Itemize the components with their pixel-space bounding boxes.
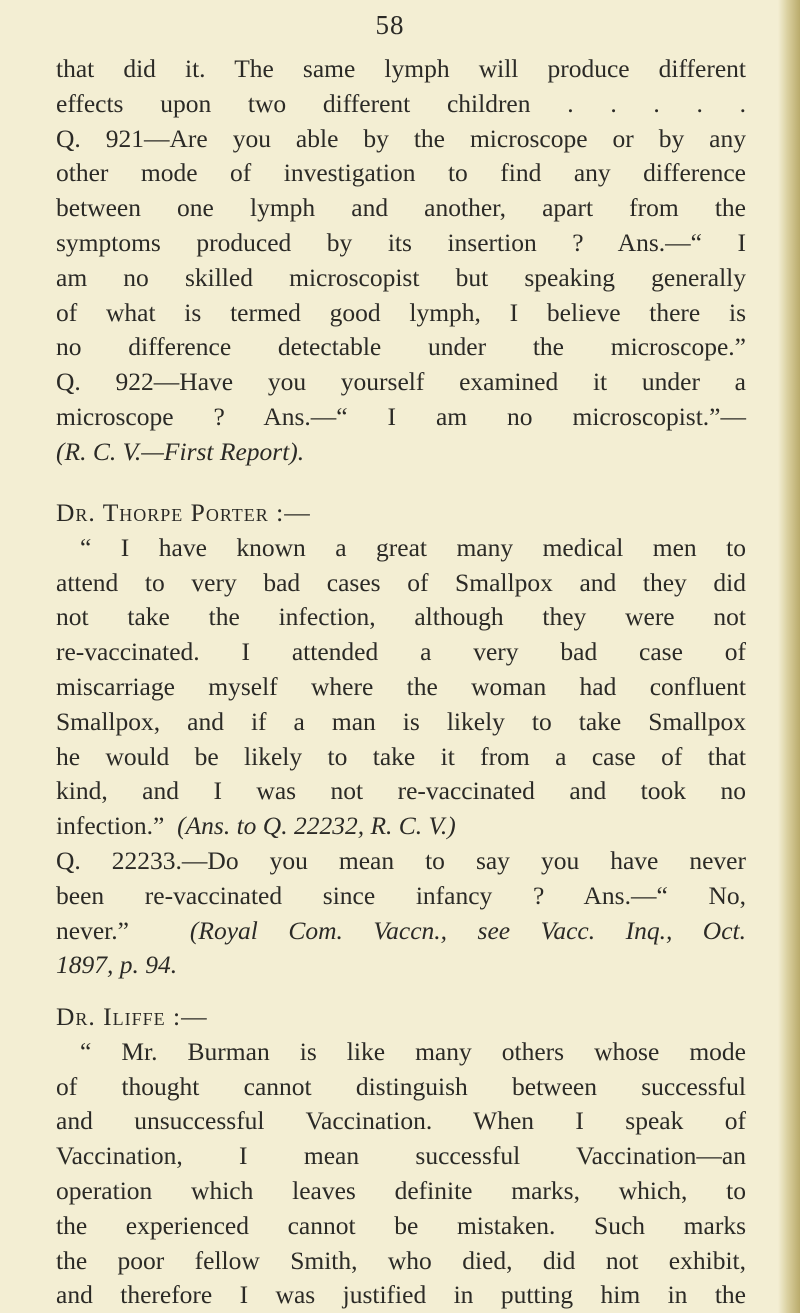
text-line — [56, 809, 746, 844]
text-line: of thought cannot distinguish between successful — [56, 1071, 746, 1101]
text-line: and therefore I was justified in putting him in the — [56, 1280, 746, 1310]
citation: 1897, p. 94. — [56, 950, 178, 980]
text-line: “ Mr. Burman is like many others whose mode — [80, 1036, 746, 1066]
text-line: Smallpox, and if a man is likely to take Smallpox — [56, 706, 746, 736]
text-line: microscope ? Ans.—“ I am no microscopist.”— — [56, 401, 746, 431]
text-line: miscarriage myself where the woman had confluent — [56, 671, 746, 701]
text-line: kind, and I was not re-vaccinated and took no — [56, 776, 746, 806]
text-line: am no skilled microscopist but speaking generally — [56, 262, 746, 292]
text-line: re-vaccinated. I attended a very bad case of — [56, 637, 746, 667]
text-line: the experienced cannot be mistaken. Such marks — [56, 1210, 746, 1240]
text-line: Q. 921—Are you able by the microscope or by any — [56, 123, 746, 153]
text-line: the poor fellow Smith, who died, did not exhibit, — [56, 1245, 746, 1275]
text-line: no difference detectable under the microscope.” — [56, 332, 746, 362]
page-edge-shadow — [778, 0, 800, 1313]
text-line: been re-vaccinated since infancy ? Ans.—“ No, — [56, 880, 746, 910]
text-line: between one lymph and another, apart from the — [56, 193, 746, 223]
text-line: of what is termed good lymph, I believe there is — [56, 297, 746, 327]
citation: (Ans. to Q. 22232, R. C. V.) — [177, 811, 456, 841]
text-line: operation which leaves definite marks, which, to — [56, 1175, 746, 1205]
text-line: “ I have known a great many medical men to — [80, 532, 746, 562]
text-line: effects upon two different children . . . . . — [56, 88, 746, 118]
citation-line — [56, 948, 746, 983]
citation: (Royal Com. Vaccn., see Vacc. Inq., Oct. — [189, 915, 746, 945]
section-thorpe-porter — [56, 496, 746, 983]
text-line: he would be likely to take it from a case of that — [56, 741, 746, 771]
speaker-heading: Dr. Thorpe Porter :— — [56, 498, 311, 527]
section-iliffe — [56, 1000, 746, 1313]
quote-end: never.” — [56, 915, 129, 945]
quote-end: infection.” — [56, 811, 165, 841]
text-line: other mode of investigation to find any difference — [56, 158, 746, 188]
citation-line — [56, 435, 746, 470]
paragraph-lymph-testimony — [56, 52, 746, 470]
page-number: 58 — [375, 10, 405, 40]
citation: (R. C. V.—First Report). — [56, 436, 305, 466]
text-line: attend to very bad cases of Smallpox and they did — [56, 567, 746, 597]
text-line: and unsuccessful Vaccination. When I speak of — [56, 1106, 746, 1136]
text-line: Vaccination, I mean successful Vaccination—an — [56, 1141, 746, 1171]
text-line: Q. 22233.—Do you mean to say you have never — [56, 845, 746, 875]
text-line: Q. 922—Have you yourself examined it under a — [56, 367, 746, 397]
text-line: that did it. The same lymph will produce different — [56, 54, 746, 83]
speaker-heading: Dr. Iliffe :— — [56, 1002, 208, 1031]
text-line: symptoms produced by its insertion ? Ans.—“ I — [56, 227, 746, 257]
text-line — [56, 914, 746, 949]
text-line: not take the infection, although they were not — [56, 602, 746, 632]
